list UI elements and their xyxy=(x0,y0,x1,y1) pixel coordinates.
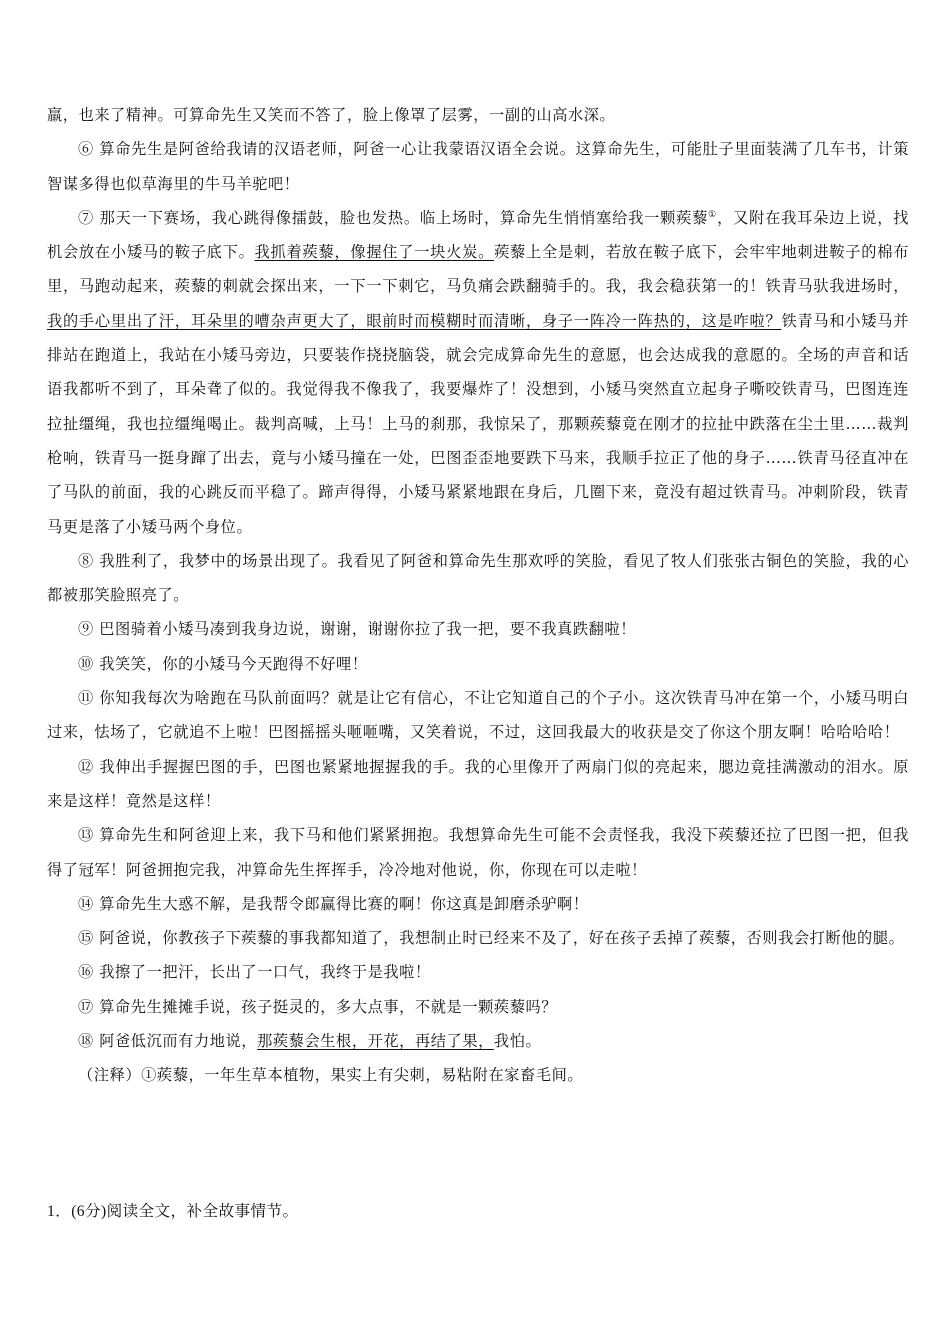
underlined-sentence-1: 我抓着蒺藜，像握住了一块火炭。 xyxy=(254,243,495,262)
paragraph-17: ⑰ 算命先生摊摊手说，孩子挺灵的，多大点事，不就是一颗蒺藜吗？ xyxy=(78,997,558,1016)
paragraph-7-part-c: 蒺藜上全是刺，若放在鞍子底下，会牢牢地刺进鞍子的棉布里，马跑动起来，蒺藜的刺就会探出来，一下一下刺它，马负痛会跌翻骑手的。我，我会稳获第一的！铁青马驮我进场时， xyxy=(47,243,909,296)
paragraph-8: ⑧ 我胜利了，我梦中的场景出现了。我看见了阿爸和算命先生那欢呼的笑脸，看见了牧人们张张古铜色的笑脸，我的心都被那笑脸照亮了。 xyxy=(47,551,909,605)
paragraph-18-part-b: 我怕。 xyxy=(493,1032,542,1051)
paragraph-13: ⑬ 算命先生和阿爸迎上来，我下马和他们紧紧拥抱。我想算命先生可能不会责怪我，我没下蒺藜还拉了巴图一把，但我得了冠军！阿爸拥抱完我，冲算命先生挥挥手，冷冷地对他说，你，你现在可以走啦！ xyxy=(47,826,909,879)
paragraph-9: ⑨ 巴图骑着小矮马凑到我身边说，谢谢，谢谢你拉了我一把，要不我真跌翻啦！ xyxy=(78,620,636,639)
footnote-marker: ① xyxy=(708,209,718,220)
article-body xyxy=(47,98,909,1093)
footnote: （注释）①蒺藜，一年生草本植物，果实上有尖刺，易粘附在家畜毛间。 xyxy=(78,1066,584,1085)
paragraph-5-tail: 羸，也来了精神。可算命先生又笑而不答了，脸上像罩了层雾，一副的山高水深。 xyxy=(47,106,616,124)
paragraph-11: ⑪ 你知我每次为啥跑在马队前面吗？就是让它有信心，不让它知道自己的个子小。这次铁青马冲在第一个，小矮马明白过来，怯场了，它就追不上啦！巴图摇摇头咂咂嘴，又笑着说，不过，这回我最大的收获是交了你这个朋友啊！哈哈哈哈！ xyxy=(47,689,909,742)
paragraph-7-part-b: ，又附在我耳朵边上说，找机会放在小矮马的鞍子底下。 xyxy=(47,208,910,262)
paragraph-7-part-d: 铁青马和小矮马并排站在跑道上，我站在小矮马旁边，只要装作挠挠脑袋，就会完成算命先生的意愿，也会达成我的意愿的。全场的声音和话语我都听不到了，耳朵聋了似的。我觉得我不像我了，我要爆炸了！没想到，小矮马突然直立起身子嘶咬铁青马，巴图连连拉扯缰绳，我也拉缰绳喝止。裁判高喊，上马！上马的刹那，我惊呆了，那颗蒺藜竟在刚才的拉扯中跌落在尘土里……裁判枪响，铁青马一挺身蹿了出去，竟与小矮马撞在一处，巴图歪歪地要跌下马来，我顺手拉正了他的身子……铁青马径直冲在了马队的前面，我的心跳反而平稳了。蹄声得得，小矮马紧紧地跟在身后，几圈下来，竟没有超过铁青马。冲刺阶段，铁青马更是落了小矮马两个身位。 xyxy=(47,311,909,536)
paragraph-16: ⑯ 我擦了一把汗，长出了一口气，我终于是我啦！ xyxy=(78,963,431,982)
question-1: 1．(6分)阅读全文，补全故事情节。 xyxy=(47,1203,299,1220)
paragraph-15: ⑮ 阿爸说，你教孩子下蒺藜的事我都知道了，我想制止时已经来不及了，好在孩子丢掉了蒺藜，否则我会打断他的腿。 xyxy=(78,929,905,948)
paragraph-10: ⑩ 我笑笑，你的小矮马今天跑得不好哩！ xyxy=(78,654,368,673)
underlined-sentence-3: 那蒺藜会生根，开花，再结了果， xyxy=(257,1032,494,1051)
paragraph-18 xyxy=(47,1024,909,1058)
paragraph-14: ⑭ 算命先生大惑不解，是我帮令郎赢得比赛的啊！你这真是卸磨杀驴啊！ xyxy=(78,894,589,913)
paragraph-12: ⑫ 我伸出手握握巴图的手，巴图也紧紧地握握我的手。我的心里像开了两扇门似的亮起来，腮边竟挂满激动的泪水。原来是这样！竟然是这样！ xyxy=(47,757,909,810)
paragraph-7-part-a: ⑦ 那天一下赛场，我心跳得像擂鼓，脸也发热。临上场时，算命先生悄悄塞给我一颗蒺藜 xyxy=(78,208,709,227)
underlined-sentence-2: 我的手心里出了汗，耳朵里的嘈杂声更大了，眼前时而模糊时而清晰，身子一阵冷一阵热的，这是咋啦？ xyxy=(47,311,782,330)
paragraph-7 xyxy=(47,201,909,544)
paragraph-18-part-a: ⑱ 阿爸低沉而有力地说， xyxy=(78,1032,258,1051)
paragraph-6: ⑥ 算命先生是阿爸给我请的汉语老师，阿爸一心让我蒙语汉语全会说。这算命先生，可能肚子里面装满了几车书，计策智谋多得也似草海里的牛马羊驼吧！ xyxy=(47,140,909,193)
